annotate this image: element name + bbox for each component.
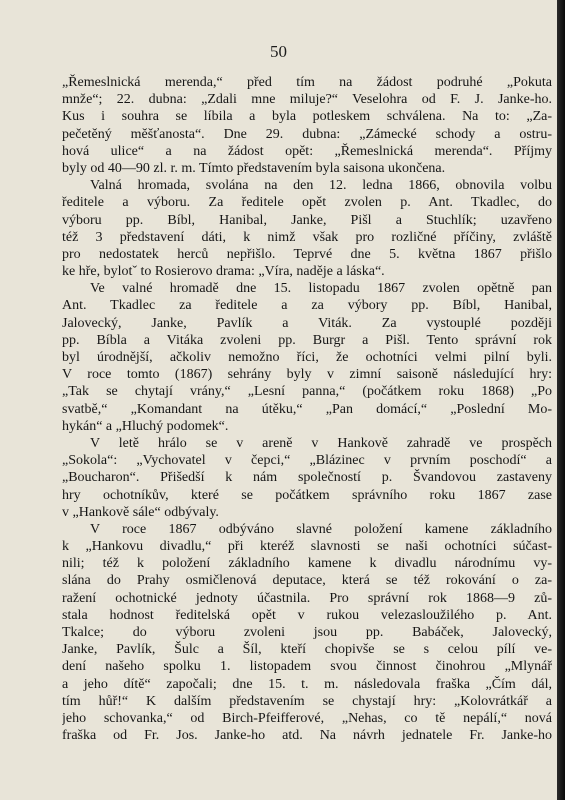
text-line: ředitele a výboru. Za ředitele opět zvolen p. Ant. Tkadlec, do (62, 195, 552, 211)
text-line: mnže“; 22. dubna: „Zdali mne miluje?“ Veselohra od F. J. Janke-ho. (62, 92, 552, 108)
text-line: Janke, Pavlík, Šulc a Šíl, kteří chopivše se s celou pílí ve- (62, 642, 552, 658)
scan-edge (557, 0, 565, 800)
text-line: pro nedostatek herců nepřišlo. Teprvé dne 5. května 1867 přišlo (62, 246, 552, 262)
text-line: hová ulice“ a na žádost opět: „Řemeslnická merenda“. Příjmy (62, 143, 552, 159)
text-line: výboru pp. Bíbl, Hanibal, Janke, Pišl a Stuchlík; uzavřeno (62, 212, 552, 228)
text-line: pp. Bíbla a Vitáka zvoleni pp. Burgr a Pišl. Tento správní rok (62, 332, 552, 348)
text-line: „Boucharon“. Přišedší k nám společností p. Švandovou zastaveny (62, 470, 552, 486)
text-line: „Řemeslnická merenda,“ před tím na žádost podruhé „Pokuta (62, 75, 552, 90)
text-line: Valná hromada, svolána na den 12. ledna 1866, obnovila volbu (90, 178, 552, 194)
text-line: hykán“ a „Hluchý podomek“. (62, 418, 229, 434)
text-line: též 3 představení dáti, k nimž však pro rozličné příčiny, zvláště (62, 229, 552, 245)
text-line: dení našeho spolku 1. listopadem svou činnost činohrou „Mlynář (62, 659, 552, 675)
text-line: k „Hankovu divadlu,“ při kteréž slavnosti se naši ochotníci súčast- (62, 539, 552, 555)
text-line: Kus i souhra se líbila a byla potleskem schválena. Na to: „Za- (62, 109, 552, 125)
text-line: V roce tomto (1867) sehrány byly v zimní saisoně následující hry: (62, 367, 552, 383)
text-line: svatbě,“ „Komandant na útěku,“ „Pan domácí,“ „Poslední Mo- (62, 401, 552, 417)
text-line: tím hůř!“ K dalším představením se chystají hry: „Kolovrátkář a (62, 693, 552, 709)
text-line: Jalovecký, Janke, Pavlík a Viták. Za vystouplé později (62, 315, 552, 331)
text-line: V roce 1867 odbýváno slavné položení kamene základního (90, 521, 552, 537)
text-line: Ant. Tkadlec za ředitele a za výbory pp. Bíbl, Hanibal, (62, 298, 552, 314)
text-line: ražení ochotnické jednoty účastnila. Pro správní rok 1868—9 zů- (62, 590, 552, 606)
page-number: 50 (270, 42, 287, 61)
text-line: byl úrodnější, ačkoliv nemožno říci, že ochotníci velmi pilní byli. (62, 350, 552, 365)
text-line: stala hodnost ředitelská opět v rukou velezasloužilého p. Ant. (62, 607, 552, 623)
text-line: Ve valné hromadě dne 15. listopadu 1867 zvolen opětně pan (90, 281, 552, 297)
text-line: V letě hrálo se v areně v Hankově zahradě ve prospěch (90, 435, 552, 451)
text-line: fraška od Fr. Jos. Janke-ho atd. Na návrh jednatele Fr. Janke-ho (62, 728, 552, 744)
text-line: Tkalce; do výboru zvoleni jsou pp. Babáček, Jalovecký, (62, 625, 552, 640)
text-line: „Sokola“: „Vychovatel v čepci,“ „Blázinec v prvním poschodí“ a (62, 453, 552, 469)
text-line: „Tak se chytají vrány,“ „Lesní panna,“ (počátkem roku 1868) „Po (62, 384, 552, 400)
text-line: hry ochotníkův, které se počátkem správního roku 1867 zase (62, 487, 552, 503)
text-line: ke hře, bylotˇ to Rosierovo drama: „Víra, naděje a láska“. (62, 264, 385, 280)
body-text (62, 74, 552, 744)
text-line: pečetěný měšťanosta“. Dne 29. dubna: „Zámecké schody a ostru- (62, 126, 552, 142)
text-line: slána do Prahy osmičlenová deputace, která se též rokování o za- (62, 573, 552, 589)
text-line: a jeho dítě“ započali; dne 15. t. m. následovala fraška „Čím dál, (62, 676, 552, 692)
text-line: nili; též k položení základního kamene k divadlu národnímu vy- (62, 556, 552, 572)
text-line: byly od 40—90 zl. r. m. Tímto představením byla saisona ukončena. (62, 160, 446, 176)
text-line: v „Hankově sále“ odbývaly. (62, 504, 219, 520)
text-line: jeho schovanka,“ od Birch-Pfeifferové, „Nehas, co tě nepálí,“ nová (62, 710, 552, 726)
